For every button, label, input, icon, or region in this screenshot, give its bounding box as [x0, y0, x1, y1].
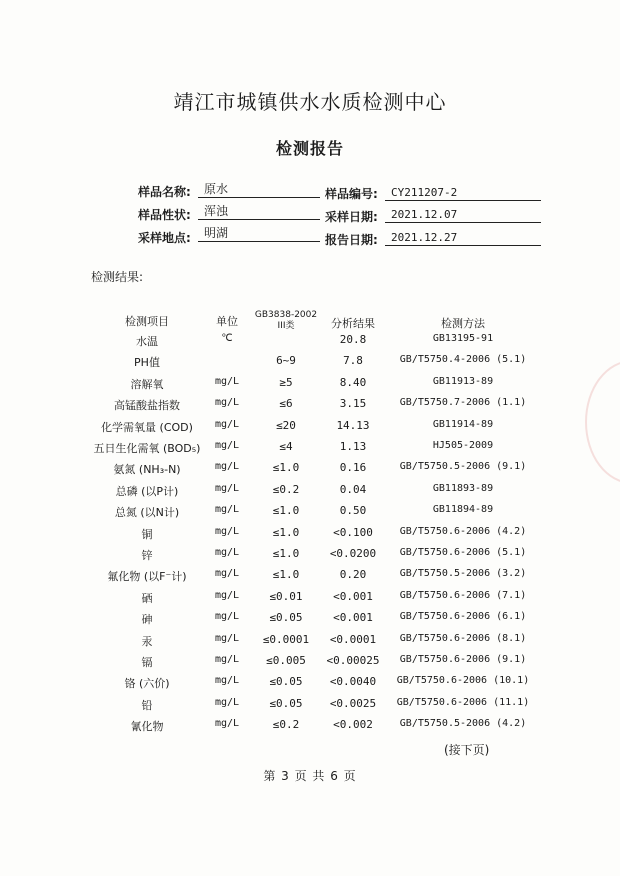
cell-standard: ≤0.2 [272, 482, 300, 496]
table-row [0, 718, 620, 740]
cell-result: <0.0040 [329, 675, 377, 689]
cell-method: GB/T5750.6-2006 (10.1) [396, 675, 530, 687]
cell-item: 氰化物 [130, 720, 164, 734]
cell-result: <0.100 [333, 525, 373, 539]
cell-unit: mg/L [214, 589, 240, 601]
table-row [0, 654, 620, 676]
cell-item: 硒 [141, 591, 153, 605]
cell-method: GB11893-89 [432, 482, 494, 494]
cell-item: 锌 [141, 549, 153, 562]
cell-standard: ≤1.0 [272, 568, 300, 582]
cell-item: 铜 [141, 527, 153, 541]
cell-item: 氟化物 (以F⁻计) [107, 570, 187, 584]
cell-method: GB13195-91 [432, 333, 494, 344]
header-std-line2: III类 [277, 321, 295, 331]
cell-method: GB11913-89 [432, 375, 494, 387]
report-title: 检测报告 [275, 139, 344, 158]
cell-method: HJ505-2009 [432, 440, 494, 451]
header-unit: 单位 [216, 315, 238, 328]
cell-standard: ≤0.01 [269, 589, 303, 603]
cell-standard: ≤1.0 [272, 461, 300, 475]
cell-item: 五日生化需氧 (BOD₅) [93, 442, 201, 455]
cell-item: 化学需氧量 (COD) [101, 420, 193, 434]
cell-unit: mg/L [214, 675, 240, 687]
cell-standard: 6~9 [276, 354, 296, 368]
sample-char-label: 样品性状: [138, 208, 191, 222]
table-row [0, 697, 620, 719]
cell-result: <0.0001 [329, 632, 377, 646]
cell-standard: ≤1.0 [272, 547, 300, 560]
cell-method: GB/T5750.6-2006 (5.1) [399, 547, 527, 558]
cell-unit: mg/L [214, 482, 240, 494]
cell-result: 7.8 [343, 354, 363, 368]
cell-item: PH值 [134, 356, 160, 370]
report-date-label: 报告日期: [325, 233, 378, 247]
cell-standard: ≤0.05 [269, 611, 303, 625]
cell-unit: mg/L [214, 632, 240, 644]
results-label: 检测结果: [91, 270, 144, 284]
cell-method: GB/T5750.6-2006 (8.1) [399, 632, 527, 644]
cell-method: GB/T5750.6-2006 (6.1) [399, 611, 527, 623]
cell-item: 汞 [141, 634, 153, 648]
cell-unit: mg/L [214, 461, 240, 473]
cell-method: GB/T5750.5-2006 (4.2) [399, 718, 527, 730]
cell-result: 0.04 [339, 482, 367, 496]
table-row [0, 633, 620, 655]
table-row [0, 547, 620, 569]
cell-result: <0.0025 [329, 696, 377, 710]
cell-unit: ℃ [221, 333, 233, 344]
cell-method: GB11914-89 [432, 418, 494, 430]
table-row [0, 397, 620, 419]
table-row [0, 504, 620, 526]
cell-unit: mg/L [214, 568, 240, 580]
cell-unit: mg/L [214, 547, 240, 558]
cell-item: 溶解氧 [130, 377, 164, 391]
cell-item: 铅 [141, 698, 153, 712]
cell-standard: ≥5 [279, 375, 293, 389]
table-row [0, 461, 620, 483]
table-row [0, 376, 620, 398]
sample-no-value: CY211207-2 [385, 184, 541, 201]
table-row [0, 354, 620, 376]
cell-unit: mg/L [214, 525, 240, 537]
table-row [0, 333, 620, 355]
header-result: 分析结果 [331, 317, 375, 330]
header-std-line1: GB3838-2002 [254, 310, 318, 320]
cell-standard: ≤1.0 [272, 504, 300, 518]
report-date-value: 2021.12.27 [385, 229, 541, 246]
cell-item: 镉 [141, 656, 153, 669]
sample-char-value: 浑浊 [198, 203, 320, 220]
cell-result: 8.40 [339, 375, 367, 389]
cell-result: <0.001 [333, 611, 373, 625]
sampling-site-label: 采样地点: [138, 231, 191, 245]
cell-method: GB/T5750.6-2006 (9.1) [399, 654, 527, 665]
table-row [0, 440, 620, 462]
cell-item: 氨氮 (NH₃-N) [113, 463, 181, 477]
header-item: 检测项目 [125, 315, 169, 328]
table-row [0, 483, 620, 505]
cell-unit: mg/L [214, 375, 240, 387]
cell-item: 总磷 (以P计) [115, 484, 179, 498]
continue-note: (接下页) [444, 743, 490, 757]
cell-method: GB/T5750.6-2006 (7.1) [399, 589, 527, 601]
cell-unit: mg/L [214, 654, 240, 665]
cell-standard: ≤20 [276, 418, 296, 432]
cell-result: 14.13 [336, 418, 370, 432]
cell-standard: ≤6 [279, 397, 293, 411]
cell-method: GB/T5750.4-2006 (5.1) [399, 354, 527, 366]
cell-method: GB/T5750.7-2006 (1.1) [399, 397, 527, 409]
header-method: 检测方法 [441, 317, 485, 330]
cell-standard: ≤0.0001 [262, 632, 310, 646]
cell-method: GB/T5750.6-2006 (11.1) [396, 696, 530, 708]
cell-item: 总氮 (以N计) [114, 506, 180, 520]
cell-unit: mg/L [214, 504, 240, 516]
cell-result: 0.20 [339, 568, 367, 582]
cell-unit: mg/L [214, 696, 240, 708]
cell-result: <0.001 [333, 589, 373, 603]
table-row [0, 419, 620, 441]
cell-result: <0.00025 [326, 654, 380, 667]
cell-standard: ≤1.0 [272, 525, 300, 539]
table-row [0, 590, 620, 612]
table-row [0, 526, 620, 548]
sampling-site-value: 明湖 [198, 225, 320, 242]
cell-result: 0.16 [339, 461, 367, 475]
cell-unit: mg/L [214, 718, 240, 730]
cell-unit: mg/L [214, 440, 240, 451]
cell-standard: ≤0.05 [269, 675, 303, 689]
cell-unit: mg/L [214, 611, 240, 623]
org-title: 靖江市城镇供水水质检测中心 [173, 90, 447, 114]
cell-unit: mg/L [214, 397, 240, 409]
sample-no-label: 样品编号: [325, 187, 378, 201]
cell-method: GB11894-89 [432, 504, 494, 516]
cell-result: <0.002 [333, 718, 373, 732]
cell-standard: ≤4 [279, 440, 293, 453]
cell-item: 铬 (六价) [124, 677, 170, 691]
table-row [0, 675, 620, 697]
sample-name-value: 原水 [198, 181, 320, 198]
cell-method: GB/T5750.5-2006 (3.2) [399, 568, 527, 580]
sampling-date-label: 采样日期: [325, 210, 378, 224]
cell-item: 砷 [141, 613, 153, 627]
table-row [0, 568, 620, 590]
cell-standard: ≤0.05 [269, 696, 303, 710]
cell-result: 1.13 [339, 440, 367, 453]
cell-item: 高锰酸盐指数 [114, 399, 180, 413]
cell-result: 20.8 [339, 333, 367, 346]
cell-item: 水温 [136, 335, 158, 348]
cell-standard: ≤0.2 [272, 718, 300, 732]
cell-result: <0.0200 [329, 547, 377, 560]
sampling-date-value: 2021.12.07 [385, 206, 541, 223]
page-number: 第 3 页 共 6 页 [263, 769, 357, 783]
table-row [0, 611, 620, 633]
sample-name-label: 样品名称: [138, 185, 191, 199]
cell-unit: mg/L [214, 418, 240, 430]
cell-result: 3.15 [339, 397, 367, 411]
cell-result: 0.50 [339, 504, 367, 518]
cell-method: GB/T5750.5-2006 (9.1) [399, 461, 527, 473]
cell-method: GB/T5750.6-2006 (4.2) [399, 525, 527, 537]
cell-standard: ≤0.005 [266, 654, 306, 667]
